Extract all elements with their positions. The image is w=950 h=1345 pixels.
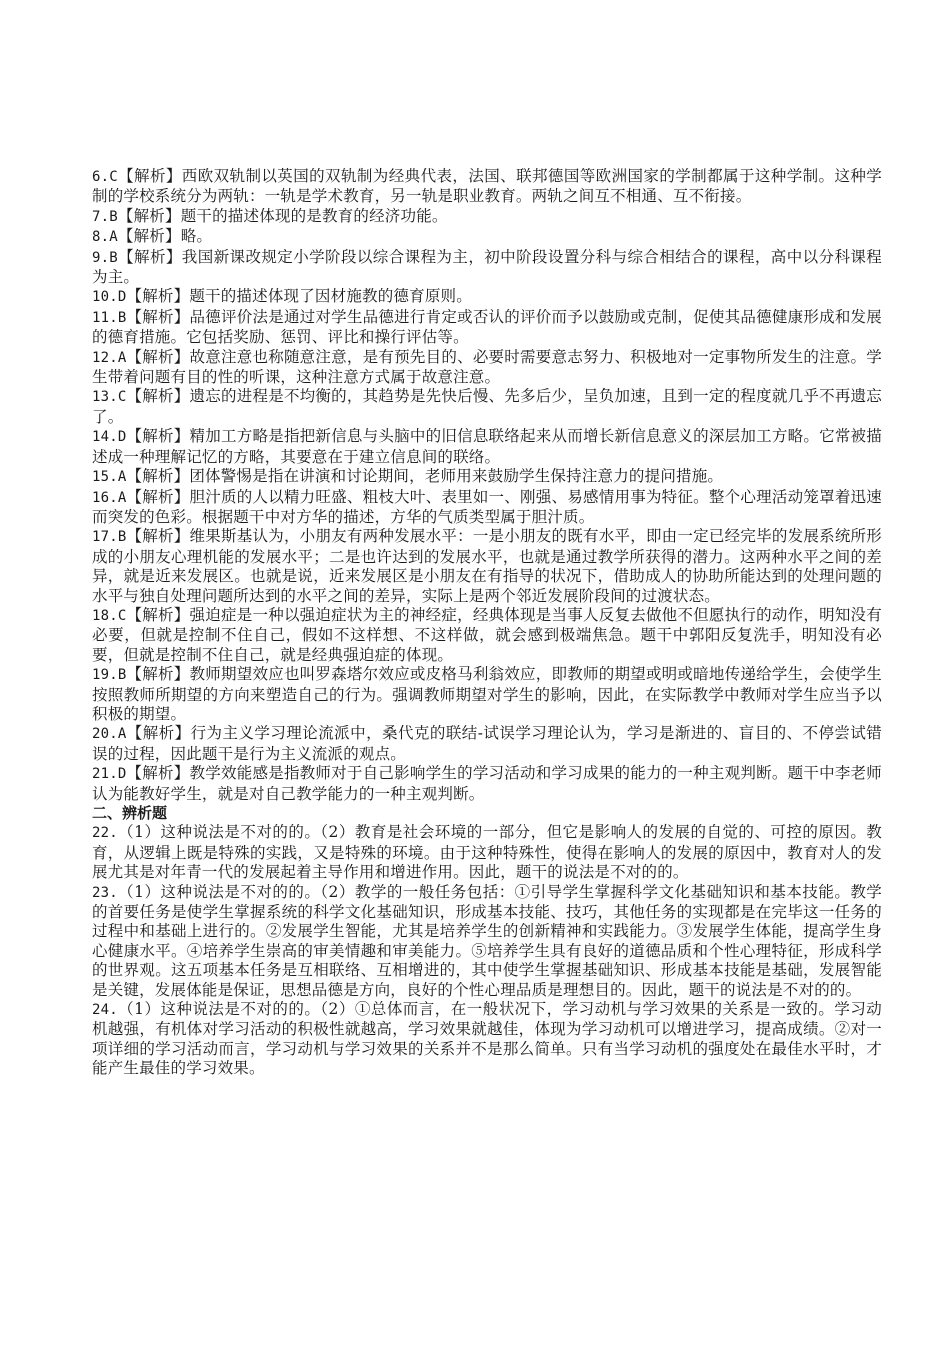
answer-number: 20.A (92, 726, 127, 743)
discussion-list (92, 823, 882, 1078)
answer-number: 9.B (92, 249, 118, 266)
answer-number: 8.A (92, 229, 118, 246)
answer-text: 【解析】品德评价法是通过对学生品德进行肯定或否认的评价而予以鼓励或克制，促使其品德健康形成和发展的德育措施。它包括奖励、惩罚、评比和操行评估等。 (92, 307, 882, 347)
answers-list (92, 167, 882, 804)
answer-text: 【解析】故意注意也称随意注意，是有预先目的、必要时需要意志努力、积极地对一定事物所发生的注意。学生带着问题有目的性的听课，这种注意方式属于故意注意。 (92, 347, 882, 387)
answer-text: 【解析】教师期望效应也叫罗森塔尔效应或皮格马利翁效应，即教师的期望或明或暗地传递给学生，会使学生按照教师所期望的方向来塑造自己的行为。强调教师期望对学生的影响，因此，在实际教学中教师对学生应当予以积极的期望。 (92, 665, 882, 723)
answer-item (92, 287, 882, 307)
answer-item (92, 348, 882, 388)
answer-number: 17.B (92, 529, 127, 546)
answer-text: （1）这种说法是不对的的。（2）教育是社会环境的一部分，但它是影响人的发展的自觉的、可控的原因。教育，从逻辑上既是特殊的实践，又是特殊的环境。由于这种特殊性，使得在影响人的发展的原因中，教育对人的发展尤其是对年青一代的发展起着主导作用和增进作用。因此，题干的说法是不对的的。 (92, 823, 882, 882)
answer-number: 7.B (92, 208, 118, 225)
answer-item (92, 427, 882, 467)
answer-item (92, 467, 882, 487)
answer-text: 【解析】精加工方略是指把新信息与头脑中的旧信息联络起来从而增长新信息意义的深层加工方略。它常被描述成一种理解记忆的方略，其要意在于建立信息间的联络。 (92, 427, 882, 466)
answer-number: 10.D (92, 289, 127, 306)
answer-item (92, 606, 882, 665)
answer-item (92, 308, 882, 348)
answer-text: 【解析】强迫症是一种以强迫症状为主的神经症，经典体现是当事人反复去做他不但愿执行的动作，明知没有必要，但就是控制不住自己，假如不这样想、不这样做，就会感到极端焦急。题干中郭阳反复洗手，明知没有必要，但就是控制不住自己，就是经典强迫症的体现。 (92, 605, 882, 664)
answer-number: 16.A (92, 489, 127, 506)
answer-text: 【解析】西欧双轨制以英国的双轨制为经典代表，法国、联邦德国等欧洲国家的学制都属于这种学制。这种学制的学校系统分为两轨：一轨是学术教育，另一轨是职业教育。两轨之间互不相通、互不衔接。 (92, 167, 882, 206)
answer-text: （1）这种说法是不对的的。（2）教学的一般任务包括：①引导学生掌握科学文化基础知识和基本技能。教学的首要任务是使学生掌握系统的科学文化基础知识，形成基本技能、技巧，其他任务的实现都是在完毕这一任务的过程中和基础上进行的。②发展学生智能，尤其是培养学生的创新精神和实践能力。③发展学生体能，提高学生身心健康水平。④培养学生崇高的审美情趣和审美能力。⑤培养学生具有良好的道德品质和个性心理特征，形成科学的世界观。这五项基本任务是互相联络、互相增进的，其中使学生掌握基础知识、形成基本技能是基础，发展智能是关键，发展体能是保证，思想品德是方向，良好的个性心理品质是理想目的。因此，题干的说法是不对的的。 (92, 882, 882, 999)
answer-item (92, 248, 882, 288)
answer-item (92, 387, 882, 427)
answer-number: 12.A (92, 349, 127, 366)
answer-item (92, 527, 882, 606)
answer-text: 【解析】题干的描述体现了因材施教的德育原则。 (126, 287, 472, 306)
answer-text: 【解析】我国新课改规定小学阶段以综合课程为主，初中阶段设置分科与综合相结合的课程，高中以分科课程为主。 (92, 247, 882, 287)
answer-item (92, 823, 882, 882)
answer-number: 11.B (92, 309, 127, 326)
answer-number: 15.A (92, 469, 127, 486)
answer-item (92, 883, 882, 1000)
answer-item (92, 764, 882, 804)
answer-text: 【解析】行为主义学习理论流派中，桑代克的联结-试误学习理论认为，学习是渐进的、盲目的、不停尝试错误的过程，因此题干是行为主义流派的观点。 (92, 724, 882, 763)
answer-number: 23. (92, 884, 118, 901)
section-heading: 二、辨析题 (92, 804, 168, 822)
answer-number: 6.C (92, 169, 118, 185)
answer-item (92, 488, 882, 528)
answer-item (92, 227, 882, 247)
answer-number: 24. (92, 1002, 118, 1019)
answer-text: （1）这种说法是不对的的。（2）①总体而言，在一般状况下，学习动机与学习效果的关系是一致的。学习动机越强，有机体对学习活动的积极性就越高，学习效果就越佳，体现为学习动机可以增进学习，提高成绩。②对一项详细的学习活动而言，学习动机与学习效果的关系并不是那么简单。只有当学习动机的强度处在最佳水平时，才能产生最佳的学习效果。 (92, 1000, 882, 1078)
answer-text: 【解析】胆汁质的人以精力旺盛、粗枝大叶、表里如一、刚强、易感情用事为特征。整个心理活动笼罩着迅速而突发的色彩。根据题干中对方华的描述，方华的气质类型属于胆汁质。 (92, 487, 882, 526)
answer-item (92, 1000, 882, 1079)
answer-text: 【解析】团体警惕是指在讲演和讨论期间，老师用来鼓励学生保持注意力的提问措施。 (126, 467, 724, 486)
answer-number: 21.D (92, 766, 127, 783)
answer-text: 【解析】题干的描述体现的是教育的经济功能。 (117, 206, 448, 225)
answer-number: 19.B (92, 667, 127, 684)
answer-number: 13.C (92, 389, 127, 406)
answer-number: 18.C (92, 607, 127, 624)
answer-number: 14.D (92, 429, 127, 446)
answer-item (92, 167, 882, 207)
answer-text: 【解析】略。 (117, 227, 213, 246)
answer-document (92, 167, 882, 1079)
answer-text: 【解析】遗忘的进程是不均衡的，其趋势是先快后慢、先多后少，呈负加速，且到一定的程度就几乎不再遗忘了。 (92, 387, 882, 426)
answer-text: 【解析】维果斯基认为，小朋友有两种发展水平：一是小朋友的既有水平，即由一定已经完毕的发展系统所形成的小朋友心理机能的发展水平；二是也许达到的发展水平，也就是通过教学所获得的潜力。这两种水平之间的差异，就是近来发展区。也就是说，近来发展区是小朋友在有指导的状况下，借助成人的协助所能达到的处理问题的水平与独自处理问题所达到的水平之间的差异，实际上是两个邻近发展阶段间的过渡状态。 (92, 527, 882, 605)
answer-item (92, 665, 882, 724)
answer-text: 【解析】教学效能感是指教师对于自己影响学生的学习活动和学习成果的能力的一种主观判断。题干中李老师认为能教好学生，就是对自己教学能力的一种主观判断。 (92, 764, 882, 803)
answer-number: 22. (92, 825, 118, 842)
answer-item (92, 207, 882, 227)
answer-item (92, 724, 882, 764)
